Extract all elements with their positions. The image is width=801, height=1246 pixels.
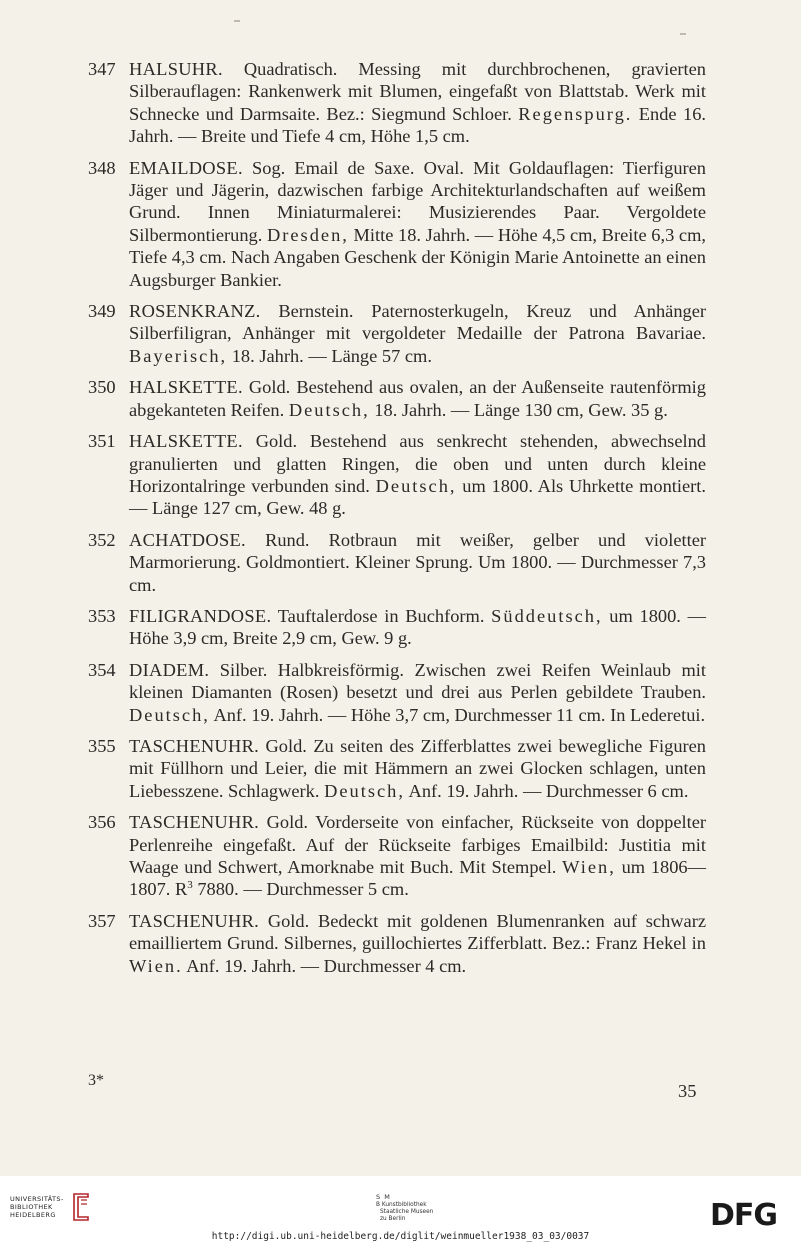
entry-origin: Süddeutsch, <box>491 605 603 626</box>
entry-text <box>129 529 706 596</box>
entry-details: 18. Jahrh. — Länge 57 cm. <box>227 345 432 366</box>
entry-details: Anf. 19. Jahrh. — Durchmesser 4 cm. <box>182 955 467 976</box>
entry-description: Gold. Bestehend aus senkrecht stehenden, abwechselnd granulierten und glatten Ringen, die oben und unten durch kleine Horizontalringe verbunden sind. <box>129 431 706 496</box>
paper-speck <box>234 20 240 22</box>
ub-line-1: UNIVERSITÄTS- <box>10 1195 64 1203</box>
entry-title: TASCHENUHR. <box>129 735 260 756</box>
entry-number: 351 <box>88 431 116 452</box>
entry-number: 356 <box>88 812 116 833</box>
entry-title: TASCHENUHR. <box>129 812 260 833</box>
footer-bar <box>0 1176 801 1246</box>
entry-text <box>129 157 706 291</box>
entry-number: 354 <box>88 659 116 680</box>
entry-title: FILIGRANDOSE. <box>129 605 272 626</box>
ub-line-3: HEIDELBERG <box>10 1211 56 1219</box>
entry-number: 357 <box>88 910 116 931</box>
entry-origin: Deutsch, <box>288 399 370 420</box>
catalog-entry <box>88 157 706 291</box>
entry-text <box>129 300 706 367</box>
catalog-entry <box>88 300 706 367</box>
entry-details: Ende 16. Jahrh. — Breite und Tiefe 4 cm, Höhe 1,5 cm. <box>129 103 706 147</box>
entry-number: 350 <box>88 377 116 398</box>
entry-title: HALSKETTE. <box>129 377 243 398</box>
catalog-entry <box>88 58 706 148</box>
entry-text <box>129 58 706 148</box>
catalog-entry <box>88 735 706 802</box>
entry-details: um 1806—1807. R <box>129 857 707 900</box>
entry-details: Anf. 19. Jahrh. — Höhe 3,7 cm, Durchmesser 11 cm. In Lederetui. <box>209 704 706 725</box>
entry-title: TASCHENUHR. <box>129 910 260 931</box>
entry-details: um 1800. Als Uhrkette montiert. — Länge 127 cm, Gew. 48 g. <box>129 475 706 519</box>
signature-mark: 3* <box>88 1072 104 1089</box>
entry-details: Mitte 18. Jahrh. — Höhe 4,5 cm, Breite 6,3 cm, Tiefe 4,3 cm. Nach Angaben Geschenk der Königin Marie Antoinette an einen Augsburger Bankier. <box>129 224 706 290</box>
entry-number: 347 <box>88 59 116 79</box>
entry-origin: Bayerisch, <box>129 345 228 366</box>
entry-number: 355 <box>88 735 116 756</box>
catalog-entry <box>88 430 706 520</box>
entry-number: 352 <box>88 529 116 550</box>
entry-text <box>129 735 706 802</box>
entry-list <box>88 58 706 986</box>
permalink-url[interactable]: http://digi.ub.uni-heidelberg.de/diglit/weinmueller1938_03_03/0037 <box>211 1231 590 1242</box>
entry-number: 349 <box>88 301 116 322</box>
entry-description: Gold. Zu seiten des Zifferblattes zwei bewegliche Figuren mit Füllhorn und Leier, die mit Hämmern an zwei Glocken schlagen, unten Liebesszene. Schlagwerk. <box>129 735 706 801</box>
entry-title: EMAILDOSE. <box>129 157 243 178</box>
entry-details: 18. Jahrh. — Länge 130 cm, Gew. 35 g. <box>369 399 668 420</box>
entry-text <box>129 376 706 421</box>
entry-origin: Regenspurg. <box>518 103 633 124</box>
entry-origin: Wien. <box>129 955 183 976</box>
entry-title: ACHATDOSE. <box>129 529 246 550</box>
entry-description: Silber. Halbkreisförmig. Zwischen zwei Reifen Weinlaub mit kleinen Diamanten (Rosen) besetzt und drei aus Perlen gebildete Trauben. <box>129 659 706 703</box>
entry-description: Gold. Vorderseite von einfacher, Rückseite von doppelter Perlenreihe eingefaßt. Auf der Rückseite farbiges Emailbild: Justitia mit Waage und Schwert, Amorknabe mit Buch. Mit Stempel. <box>129 812 706 877</box>
entry-details: Anf. 19. Jahrh. — Durchmesser 6 cm. <box>404 780 689 801</box>
entry-text <box>129 430 706 520</box>
catalog-entry <box>88 529 706 596</box>
catalog-entry <box>88 910 706 977</box>
entry-title: DIADEM. <box>129 659 210 680</box>
dfg-logo[interactable]: DFG <box>710 1198 778 1233</box>
entry-description: Sog. Email de Saxe. Oval. Mit Goldauflagen: Tierfiguren Jäger und Jägerin, dazwischen farbige Architekturlandschaften auf weißem Grund. Innen Miniaturmalerei: Musizierendes Paar. Vergoldete Silbermontierung. <box>129 157 706 245</box>
ub-heidelberg-logo[interactable] <box>10 1192 92 1222</box>
entry-text <box>129 659 706 726</box>
entry-superscript: 3 <box>187 879 193 892</box>
entry-description: Bernstein. Paternosterkugeln, Kreuz und Anhänger Silberfiligran, Anhänger mit vergoldeter Medaille der Patrona Bavariae. <box>129 301 706 344</box>
paper-speck <box>680 33 686 35</box>
ub-emblem-icon <box>70 1192 92 1222</box>
entry-text <box>129 605 706 650</box>
kb-line-3: zu Berlin <box>380 1216 406 1222</box>
catalog-entry <box>88 659 706 726</box>
entry-title: HALSUHR. <box>129 59 223 79</box>
kb-line-2: Staatliche Museen <box>380 1209 434 1215</box>
entry-text <box>129 910 706 977</box>
kb-sm-mark: S M <box>376 1193 391 1201</box>
kunstbibliothek-logo[interactable] <box>376 1193 433 1223</box>
entry-description: Rund. Rotbraun mit weißer, gelber und violetter Marmorierung. Goldmontiert. Kleiner Sprung. Um 1800. — Durchmesser 7,3 cm. <box>129 529 706 595</box>
ub-heidelberg-text <box>10 1195 64 1219</box>
kb-line-1: B Kunstbibliothek <box>376 1202 427 1208</box>
entry-origin: Deutsch, <box>129 704 210 725</box>
entry-origin: Deutsch, <box>324 780 405 801</box>
entry-title: ROSENKRANZ. <box>129 301 261 322</box>
entry-description: Gold. Bedeckt mit goldenen Blumenranken auf schwarz emailliertem Grund. Silbernes, guillochiertes Zifferblatt. Bez.: Franz Hekel in <box>129 910 706 954</box>
entry-title: HALSKETTE. <box>129 431 243 452</box>
entry-number: 353 <box>88 605 116 626</box>
entry-origin: Dresden, <box>266 224 349 245</box>
ub-line-2: BIBLIOTHEK <box>10 1203 53 1211</box>
catalog-entry <box>88 811 706 901</box>
page-number: 35 <box>678 1081 697 1101</box>
catalog-entry <box>88 376 706 421</box>
entry-details-cont: 7880. — Durchmesser 5 cm. <box>192 879 409 900</box>
entry-description: Quadratisch. Messing mit durchbrochenen, gravierten Silberauflagen: Rankenwerk mit Blumen, eingefaßt von Blattstab. Werk mit Schnecke und Darmsaite. Bez.: Siegmund Schloer. <box>129 59 706 124</box>
entry-origin: Deutsch, <box>375 475 457 496</box>
entry-details: um 1800. — Höhe 3,9 cm, Breite 2,9 cm, Gew. 9 g. <box>129 605 706 649</box>
entry-text <box>129 811 706 901</box>
entry-description: Gold. Bestehend aus ovalen, an der Außenseite rautenförmig abgekanteten Reifen. <box>129 377 706 420</box>
entry-number: 348 <box>88 157 116 178</box>
catalog-entry <box>88 605 706 650</box>
entry-description: Tauftalerdose in Buchform. <box>271 605 492 626</box>
entry-origin: Wien, <box>562 857 616 877</box>
kb-text <box>376 1202 433 1223</box>
